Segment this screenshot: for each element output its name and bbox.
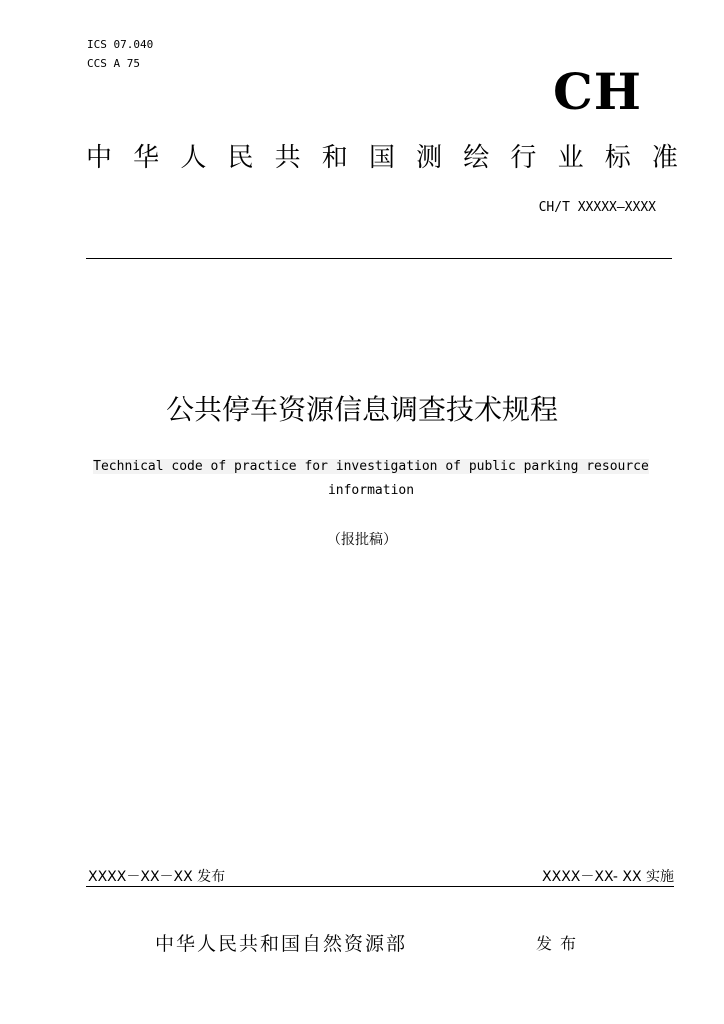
english-title-line-1: Technical code of practice for investigation of public parking resource [93, 459, 649, 474]
industry-char: 标 [604, 143, 631, 173]
industry-char: 民 [227, 143, 254, 173]
industry-char: 行 [510, 143, 537, 173]
english-title [75, 455, 667, 503]
chinese-title: 公共停车资源信息调查技术规程 [165, 393, 558, 426]
industry-char: 业 [557, 143, 584, 173]
industry-char: 共 [274, 143, 301, 173]
issuer: 中华人民共和国自然资源部 [155, 933, 408, 955]
ch-logo: CH [552, 62, 643, 121]
industry-standard-heading [86, 140, 678, 176]
industry-char: 华 [133, 143, 160, 173]
draft-status: （报批稿） [327, 532, 397, 548]
bottom-divider [86, 886, 674, 887]
industry-char: 绘 [463, 143, 490, 173]
industry-char: 人 [180, 143, 207, 173]
industry-char: 准 [651, 143, 678, 173]
ics-code: ICS 07.040 [87, 38, 154, 51]
industry-char: 测 [416, 143, 443, 173]
implementation-date: XXXX－XX- XX 实施 [542, 869, 674, 885]
ccs-code: CCS A 75 [87, 57, 140, 70]
issue-date: XXXX－XX－XX 发布 [88, 869, 226, 885]
publish-label: 发布 [536, 934, 585, 953]
top-divider [86, 258, 672, 259]
standard-number: CH/T XXXXX—XXXX [538, 200, 656, 215]
english-title-line-2: information [327, 483, 415, 498]
industry-char: 和 [321, 143, 348, 173]
industry-char: 中 [86, 143, 113, 173]
industry-char: 国 [368, 143, 395, 173]
